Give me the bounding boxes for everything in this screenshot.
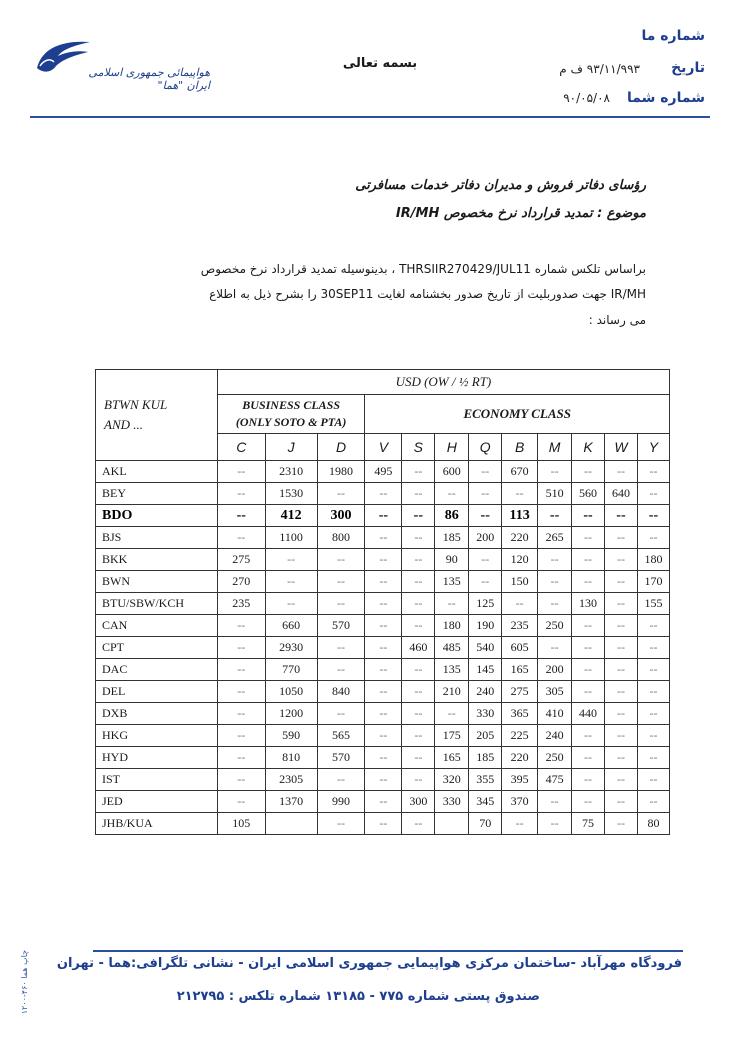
- class-code-c: C: [217, 434, 265, 461]
- fare-cell: --: [605, 659, 638, 681]
- fare-cell: --: [572, 637, 605, 659]
- fare-cell: 265: [538, 527, 572, 549]
- fare-cell: 810: [265, 747, 317, 769]
- fare-cell: 200: [469, 527, 502, 549]
- fare-cell: 570: [317, 747, 365, 769]
- fare-cell: --: [217, 505, 265, 527]
- fare-cell: --: [605, 527, 638, 549]
- fare-cell: --: [605, 747, 638, 769]
- fare-cell: 565: [317, 725, 365, 747]
- fare-cell: 105: [217, 813, 265, 835]
- fare-cell: 345: [469, 791, 502, 813]
- fare-cell: --: [572, 769, 605, 791]
- fare-cell: 770: [265, 659, 317, 681]
- fare-cell: --: [637, 703, 669, 725]
- city-cell: CPT: [96, 637, 218, 659]
- fare-cell: 235: [502, 615, 538, 637]
- addressee: رؤسای دفاتر فروش و مدیران دفاتر خدمات مسافرتی: [355, 178, 646, 193]
- city-cell: BEY: [96, 483, 218, 505]
- fare-cell: --: [637, 681, 669, 703]
- fare-cell: --: [265, 593, 317, 615]
- fare-cell: 305: [538, 681, 572, 703]
- fare-cell: --: [317, 703, 365, 725]
- fare-cell: --: [572, 681, 605, 703]
- city-cell: HKG: [96, 725, 218, 747]
- fare-cell: 1200: [265, 703, 317, 725]
- paragraph-line-2: IR/MH جهت صدوربلیت از تاریخ صدور بخشنامه لغایت 30SEP11 را بشرح ذیل به اطلاع: [209, 287, 646, 301]
- fare-cell: --: [469, 571, 502, 593]
- fare-cell: --: [217, 527, 265, 549]
- fare-cell: --: [365, 791, 402, 813]
- fare-cell: --: [317, 769, 365, 791]
- your-number-value: ۹۰/۰۵/۰۸: [563, 91, 610, 105]
- fare-cell: 120: [502, 549, 538, 571]
- fare-cell: --: [502, 593, 538, 615]
- fare-cell: 175: [435, 725, 469, 747]
- fare-cell: [435, 813, 469, 835]
- table-row: [96, 527, 670, 549]
- fare-cell: --: [637, 461, 669, 483]
- fare-cell: --: [637, 505, 669, 527]
- fare-cell: 225: [502, 725, 538, 747]
- fare-cell: --: [637, 615, 669, 637]
- fare-cell: --: [637, 725, 669, 747]
- fare-cell: --: [605, 615, 638, 637]
- fare-cell: --: [365, 637, 402, 659]
- fare-cell: --: [572, 549, 605, 571]
- fare-cell: --: [538, 461, 572, 483]
- fare-cell: --: [217, 769, 265, 791]
- fare-cell: 1980: [317, 461, 365, 483]
- fare-cell: 185: [469, 747, 502, 769]
- fare-cell: [265, 813, 317, 835]
- city-cell: CAN: [96, 615, 218, 637]
- fare-cell: --: [365, 571, 402, 593]
- fare-cell: 135: [435, 659, 469, 681]
- fare-cell: --: [365, 659, 402, 681]
- class-code-v: V: [365, 434, 402, 461]
- fares-table: [95, 369, 670, 835]
- airline-name: هواپیمائی جمهوری اسلامی ایران "هما": [88, 66, 210, 92]
- fare-cell: --: [469, 483, 502, 505]
- paragraph-line-3: می رساند :: [588, 313, 646, 327]
- city-cell: BWN: [96, 571, 218, 593]
- table-row: [96, 681, 670, 703]
- table-row: [96, 703, 670, 725]
- fare-cell: --: [217, 659, 265, 681]
- fare-cell: --: [217, 615, 265, 637]
- fare-cell: --: [435, 483, 469, 505]
- business-header-line1: BUSINESS CLASS: [242, 398, 340, 412]
- fare-cell: --: [317, 659, 365, 681]
- fare-cell: --: [572, 725, 605, 747]
- fare-cell: 2930: [265, 637, 317, 659]
- fare-cell: --: [402, 483, 435, 505]
- fare-cell: 1100: [265, 527, 317, 549]
- city-cell: IST: [96, 769, 218, 791]
- fare-cell: 155: [637, 593, 669, 615]
- fare-cell: 220: [502, 527, 538, 549]
- date-label: تاریخ: [671, 60, 705, 76]
- fare-cell: --: [572, 615, 605, 637]
- fare-cell: 235: [217, 593, 265, 615]
- city-cell: AKL: [96, 461, 218, 483]
- date-value: ۹۳/۱۱/۹۹۳ ف م: [559, 62, 640, 76]
- fare-cell: --: [402, 747, 435, 769]
- fare-cell: --: [605, 703, 638, 725]
- fare-cell: --: [365, 593, 402, 615]
- fare-cell: --: [365, 703, 402, 725]
- table-row: [96, 813, 670, 835]
- fare-cell: 250: [538, 747, 572, 769]
- fare-cell: 330: [469, 703, 502, 725]
- fare-cell: --: [217, 637, 265, 659]
- fare-cell: 800: [317, 527, 365, 549]
- fare-cell: --: [402, 659, 435, 681]
- fare-cell: --: [365, 549, 402, 571]
- fare-cell: 130: [572, 593, 605, 615]
- fare-cell: 990: [317, 791, 365, 813]
- fare-cell: 300: [402, 791, 435, 813]
- footer-po-box: صندوق پستی شماره ۷۷۵ - ۱۳۱۸۵ شماره تلکس : ۲۱۲۷۹۵: [176, 989, 540, 1004]
- fare-cell: 412: [265, 505, 317, 527]
- class-code-b: B: [502, 434, 538, 461]
- fare-cell: --: [402, 461, 435, 483]
- your-number-label: شماره شما: [626, 90, 705, 106]
- fare-cell: 205: [469, 725, 502, 747]
- fare-cell: 185: [435, 527, 469, 549]
- fare-cell: --: [637, 659, 669, 681]
- fare-cell: --: [402, 813, 435, 835]
- route-header-line2: AND ...: [104, 417, 143, 432]
- city-cell: BJS: [96, 527, 218, 549]
- fare-cell: 190: [469, 615, 502, 637]
- fare-cell: 90: [435, 549, 469, 571]
- fare-cell: --: [637, 483, 669, 505]
- fare-cell: --: [402, 725, 435, 747]
- fare-cell: 250: [538, 615, 572, 637]
- fare-cell: --: [605, 681, 638, 703]
- fare-cell: --: [402, 703, 435, 725]
- fare-cell: 485: [435, 637, 469, 659]
- fare-cell: 1050: [265, 681, 317, 703]
- footer-divider: [93, 950, 683, 952]
- fare-cell: --: [605, 571, 638, 593]
- fare-cell: --: [217, 747, 265, 769]
- fare-cell: 135: [435, 571, 469, 593]
- table-row: [96, 505, 670, 527]
- route-header-line1: BTWN KUL: [104, 397, 168, 412]
- fare-cell: --: [605, 593, 638, 615]
- fare-cell: 330: [435, 791, 469, 813]
- fare-cell: 220: [502, 747, 538, 769]
- fare-cell: --: [637, 747, 669, 769]
- city-cell: JED: [96, 791, 218, 813]
- fare-cell: --: [317, 813, 365, 835]
- fare-cell: --: [572, 461, 605, 483]
- table-row: [96, 659, 670, 681]
- fare-cell: --: [637, 791, 669, 813]
- fare-cell: --: [317, 637, 365, 659]
- table-row: [96, 461, 670, 483]
- fare-cell: --: [317, 483, 365, 505]
- fare-cell: 590: [265, 725, 317, 747]
- fare-cell: 2310: [265, 461, 317, 483]
- fare-cell: --: [365, 681, 402, 703]
- fare-cell: --: [605, 637, 638, 659]
- fare-cell: 460: [402, 637, 435, 659]
- fare-cell: 495: [365, 461, 402, 483]
- fare-cell: 210: [435, 681, 469, 703]
- table-row: [96, 769, 670, 791]
- paragraph-line-1: براساس تلکس شماره THRSIIR270429/JUL11 ، بدینوسیله تمدید قرارداد نرخ مخصوص: [200, 262, 646, 276]
- city-cell: JHB/KUA: [96, 813, 218, 835]
- fare-cell: --: [365, 615, 402, 637]
- fare-cell: --: [402, 527, 435, 549]
- fare-cell: --: [605, 813, 638, 835]
- fare-cell: 165: [435, 747, 469, 769]
- fare-cell: 275: [217, 549, 265, 571]
- fare-cell: --: [365, 527, 402, 549]
- footer-address: فرودگاه مهرآباد -ساختمان مرکزی هواپیمایی جمهوری اسلامی ایران - نشانی تلگرافی:هما - تهران: [56, 956, 682, 971]
- city-cell: BTU/SBW/KCH: [96, 593, 218, 615]
- fare-cell: --: [365, 483, 402, 505]
- table-row: [96, 615, 670, 637]
- fare-cell: --: [605, 549, 638, 571]
- currency-header: USD (OW / ½ RT): [217, 370, 669, 395]
- fare-cell: --: [217, 725, 265, 747]
- fare-cell: --: [402, 593, 435, 615]
- fare-cell: 440: [572, 703, 605, 725]
- fare-cell: 605: [502, 637, 538, 659]
- fare-cell: --: [365, 747, 402, 769]
- fare-cell: 370: [502, 791, 538, 813]
- fare-cell: --: [402, 769, 435, 791]
- fare-cell: 165: [502, 659, 538, 681]
- fare-cell: 600: [435, 461, 469, 483]
- fare-cell: 145: [469, 659, 502, 681]
- fare-cell: 125: [469, 593, 502, 615]
- fare-cell: 240: [469, 681, 502, 703]
- airline-logo: [30, 38, 210, 98]
- fare-cell: 320: [435, 769, 469, 791]
- fare-cell: 150: [502, 571, 538, 593]
- fare-cell: --: [435, 703, 469, 725]
- fare-cell: 275: [502, 681, 538, 703]
- fare-cell: --: [365, 813, 402, 835]
- table-row: [96, 571, 670, 593]
- table-row: [96, 549, 670, 571]
- fare-cell: 560: [572, 483, 605, 505]
- fare-cell: 170: [637, 571, 669, 593]
- fare-cell: --: [572, 527, 605, 549]
- table-row: [96, 483, 670, 505]
- fare-cell: --: [605, 791, 638, 813]
- fare-cell: --: [217, 791, 265, 813]
- business-class-header: [217, 395, 365, 434]
- fare-cell: 355: [469, 769, 502, 791]
- fare-cell: --: [402, 615, 435, 637]
- table-row: [96, 747, 670, 769]
- fare-cell: 80: [637, 813, 669, 835]
- fare-cell: --: [435, 593, 469, 615]
- table-row: [96, 725, 670, 747]
- fare-cell: --: [605, 461, 638, 483]
- fare-cell: --: [365, 505, 402, 527]
- fare-cell: --: [538, 549, 572, 571]
- fare-cell: 410: [538, 703, 572, 725]
- print-code: ۱۲۰۰-۴۶۰ چاپ هما: [20, 950, 29, 1015]
- fare-cell: --: [637, 527, 669, 549]
- header-divider: [30, 116, 710, 118]
- fare-cell: 300: [317, 505, 365, 527]
- fare-cell: --: [538, 571, 572, 593]
- class-code-d: D: [317, 434, 365, 461]
- fare-cell: --: [265, 549, 317, 571]
- fare-cell: 2305: [265, 769, 317, 791]
- fare-cell: 1370: [265, 791, 317, 813]
- table-row: [96, 637, 670, 659]
- fare-cell: 365: [502, 703, 538, 725]
- city-cell: HYD: [96, 747, 218, 769]
- fare-cell: --: [538, 791, 572, 813]
- fare-cell: --: [265, 571, 317, 593]
- economy-class-header: ECONOMY CLASS: [365, 395, 670, 434]
- fare-cell: --: [538, 813, 572, 835]
- class-code-m: M: [538, 434, 572, 461]
- class-code-q: Q: [469, 434, 502, 461]
- subject-line: موضوع : تمدید قرارداد نرخ مخصوص IR/MH: [395, 206, 646, 221]
- fare-cell: 640: [605, 483, 638, 505]
- our-number-label: شماره ما: [641, 28, 705, 44]
- class-code-h: H: [435, 434, 469, 461]
- fare-cell: --: [605, 769, 638, 791]
- fare-cell: --: [637, 637, 669, 659]
- class-code-j: J: [265, 434, 317, 461]
- fare-cell: --: [572, 659, 605, 681]
- class-code-y: Y: [637, 434, 669, 461]
- table-row: [96, 593, 670, 615]
- fare-cell: --: [502, 813, 538, 835]
- fare-cell: --: [469, 505, 502, 527]
- fare-cell: --: [317, 549, 365, 571]
- fare-cell: 395: [502, 769, 538, 791]
- fare-cell: 670: [502, 461, 538, 483]
- class-code-k: K: [572, 434, 605, 461]
- fare-cell: --: [217, 461, 265, 483]
- fare-cell: 180: [637, 549, 669, 571]
- fare-cell: --: [217, 703, 265, 725]
- fare-cell: 660: [265, 615, 317, 637]
- city-cell: DAC: [96, 659, 218, 681]
- fare-cell: --: [402, 505, 435, 527]
- fare-cell: --: [217, 483, 265, 505]
- class-code-s: S: [402, 434, 435, 461]
- fare-cell: 75: [572, 813, 605, 835]
- business-header-line2: (ONLY SOTO & PTA): [235, 415, 347, 429]
- fare-cell: --: [605, 725, 638, 747]
- fare-cell: 200: [538, 659, 572, 681]
- basmala: بسمه تعالی: [342, 56, 418, 71]
- city-cell: DEL: [96, 681, 218, 703]
- fare-cell: --: [469, 461, 502, 483]
- fare-cell: 86: [435, 505, 469, 527]
- fare-cell: --: [637, 769, 669, 791]
- fare-cell: 475: [538, 769, 572, 791]
- fare-cell: --: [217, 681, 265, 703]
- fare-cell: --: [538, 637, 572, 659]
- fare-cell: --: [317, 593, 365, 615]
- table-row: [96, 791, 670, 813]
- fare-cell: 570: [317, 615, 365, 637]
- city-cell: BKK: [96, 549, 218, 571]
- fare-cell: 270: [217, 571, 265, 593]
- fare-cell: 540: [469, 637, 502, 659]
- route-header: [96, 370, 218, 461]
- fare-cell: --: [572, 747, 605, 769]
- fare-cell: --: [365, 725, 402, 747]
- fare-cell: 180: [435, 615, 469, 637]
- city-cell: DXB: [96, 703, 218, 725]
- fare-cell: --: [317, 571, 365, 593]
- fare-cell: 1530: [265, 483, 317, 505]
- fare-cell: 510: [538, 483, 572, 505]
- fare-cell: 70: [469, 813, 502, 835]
- fare-cell: --: [365, 769, 402, 791]
- fare-cell: 240: [538, 725, 572, 747]
- fare-cell: --: [538, 505, 572, 527]
- fare-cell: --: [572, 505, 605, 527]
- fare-cell: 840: [317, 681, 365, 703]
- fare-cell: --: [538, 593, 572, 615]
- fare-cell: --: [572, 571, 605, 593]
- fare-cell: 113: [502, 505, 538, 527]
- fare-cell: --: [469, 549, 502, 571]
- fare-cell: --: [605, 505, 638, 527]
- fare-cell: --: [502, 483, 538, 505]
- fare-cell: --: [402, 681, 435, 703]
- city-cell: BDO: [96, 505, 218, 527]
- fare-cell: --: [402, 549, 435, 571]
- fare-cell: --: [402, 571, 435, 593]
- fare-cell: --: [572, 791, 605, 813]
- class-code-w: W: [605, 434, 638, 461]
